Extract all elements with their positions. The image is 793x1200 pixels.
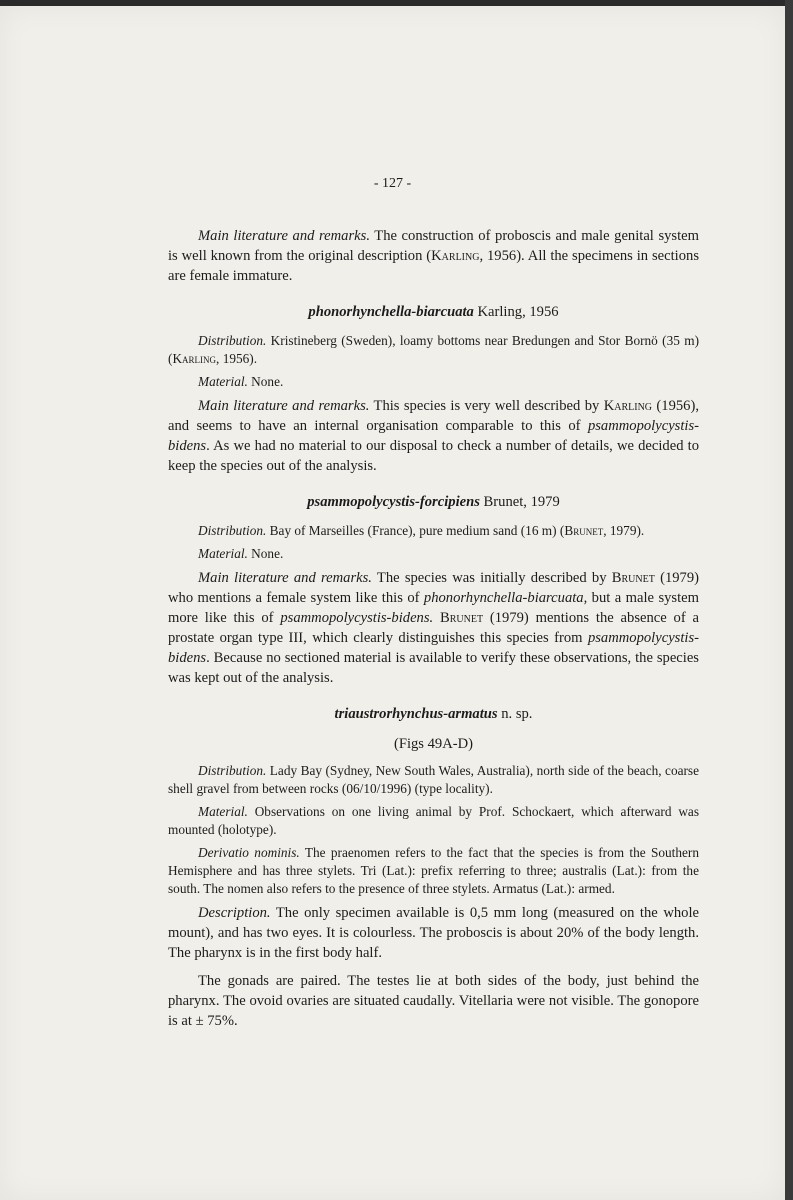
- page: [0, 6, 785, 1200]
- scan-edge: [785, 0, 793, 1200]
- paragraph-description: [168, 903, 699, 963]
- text: , 1956).: [216, 351, 258, 366]
- paragraph-material-3: [168, 803, 699, 839]
- page-number: - 127 -: [373, 176, 412, 191]
- species-ref: psammopolycystis-bidens: [168, 630, 699, 666]
- species-heading-3: [168, 704, 699, 724]
- text: . As we had no material to our disposal to check a number of details, we decided to keep the species out of the analysis.: [168, 438, 699, 474]
- paragraph-material-1: [168, 373, 699, 391]
- section-label: Distribution.: [198, 333, 267, 348]
- paragraph-derivatio: [168, 844, 699, 898]
- text: [433, 610, 440, 626]
- species-name: triaustrorhynchus-armatus: [334, 706, 498, 722]
- species-heading-1: [168, 302, 699, 322]
- section-label: Derivatio nominis.: [198, 845, 300, 860]
- species-author: n. sp.: [497, 706, 533, 722]
- paragraph-remarks-2: [168, 396, 699, 476]
- citation: Karling: [172, 351, 217, 366]
- text: None.: [247, 546, 284, 561]
- paragraph-distribution-2: [168, 522, 699, 540]
- text: Kristineberg (Sweden), loamy bottoms near Bredungen and Stor Bornö (35 m) (: [168, 333, 699, 366]
- text: The gonads are paired. The testes lie at both sides of the body, just behind the pharynx. The ovoid ovaries are situated caudally. Vitellaria were not visible. The gonopore is at ± 75%.: [168, 973, 699, 1029]
- species-ref: phonorhynchella-biarcuata: [423, 590, 584, 606]
- text: Observations on one living animal by Prof. Schockaert, which afterward was mounted (holotype).: [168, 804, 699, 837]
- section-label: Distribution.: [198, 763, 267, 778]
- text: Lady Bay (Sydney, New South Wales, Australia), north side of the beach, coarse shell gravel from between rocks (06/10/1996) (type locality).: [168, 763, 699, 796]
- section-label: Description.: [198, 905, 271, 921]
- paragraph-distribution-1: [168, 332, 699, 368]
- text: None.: [247, 374, 284, 389]
- text: This species is very well described by: [369, 398, 604, 414]
- species-heading-2: [168, 492, 699, 512]
- text: The construction of proboscis and male genital system is well known from the original description (: [168, 228, 699, 264]
- text: , 1956). All the specimens in sections are female immature.: [168, 248, 699, 284]
- section-label: Main literature and remarks.: [198, 570, 372, 586]
- section-label: Material.: [198, 546, 248, 561]
- species-author: Karling, 1956: [473, 304, 559, 320]
- citation: Karling: [603, 398, 653, 414]
- body-text: [168, 226, 699, 1039]
- species-ref: psammopolycystis-bidens: [168, 418, 699, 454]
- paragraph-remarks-1: [168, 226, 699, 286]
- citation: Brunet: [611, 570, 655, 586]
- text: The species was initially described by: [371, 570, 612, 586]
- text: (1956), and seems to have an internal organisation comparable to this of: [168, 398, 699, 434]
- text: . Because no sectioned material is available to verify these observations, the species was kept out of the analysis.: [168, 650, 699, 686]
- text: (1979) mentions the absence of a prostate organ type III, which clearly distinguishes this species from: [168, 610, 699, 646]
- paragraph-remarks-3: [168, 568, 699, 688]
- section-label: Main literature and remarks.: [198, 398, 370, 414]
- text: (1979) who mentions a female system like this of: [168, 570, 699, 606]
- section-label: Distribution.: [198, 523, 267, 538]
- text: The only specimen available is 0,5 mm long (measured on the whole mount), and has two eyes. It is colourless. The proboscis is about 20% of the body length. The pharynx is in the first body half.: [168, 905, 699, 961]
- citation: Brunet: [564, 523, 604, 538]
- paragraph-distribution-3: [168, 762, 699, 798]
- paragraph-gonads: [168, 971, 699, 1031]
- section-label: Material.: [198, 374, 248, 389]
- text: , 1979).: [603, 523, 645, 538]
- citation: Brunet: [439, 610, 484, 626]
- text: The praenomen refers to the fact that the species is from the Southern Hemisphere and has three stylets. Tri (Lat.): prefix referring to three; australis (Lat.): from the south. The nomen also refers to the presence of three stylets. Armatus (Lat.): armed.: [168, 845, 699, 896]
- paragraph-material-2: [168, 545, 699, 563]
- species-author: Brunet, 1979: [479, 494, 560, 510]
- species-ref: psammopolycystis-bidens.: [280, 610, 434, 626]
- section-label: Material.: [198, 804, 248, 819]
- text: , but a male system more like this of: [168, 590, 699, 626]
- figure-reference: (Figs 49A-D): [393, 736, 474, 752]
- section-label: Main literature and remarks.: [198, 228, 370, 244]
- text: Bay of Marseilles (France), pure medium sand (16 m) (: [266, 523, 565, 538]
- citation: Karling: [431, 248, 480, 264]
- species-name: phonorhynchella-biarcuata: [308, 304, 474, 320]
- species-name: psammopolycystis-forcipiens: [307, 494, 480, 510]
